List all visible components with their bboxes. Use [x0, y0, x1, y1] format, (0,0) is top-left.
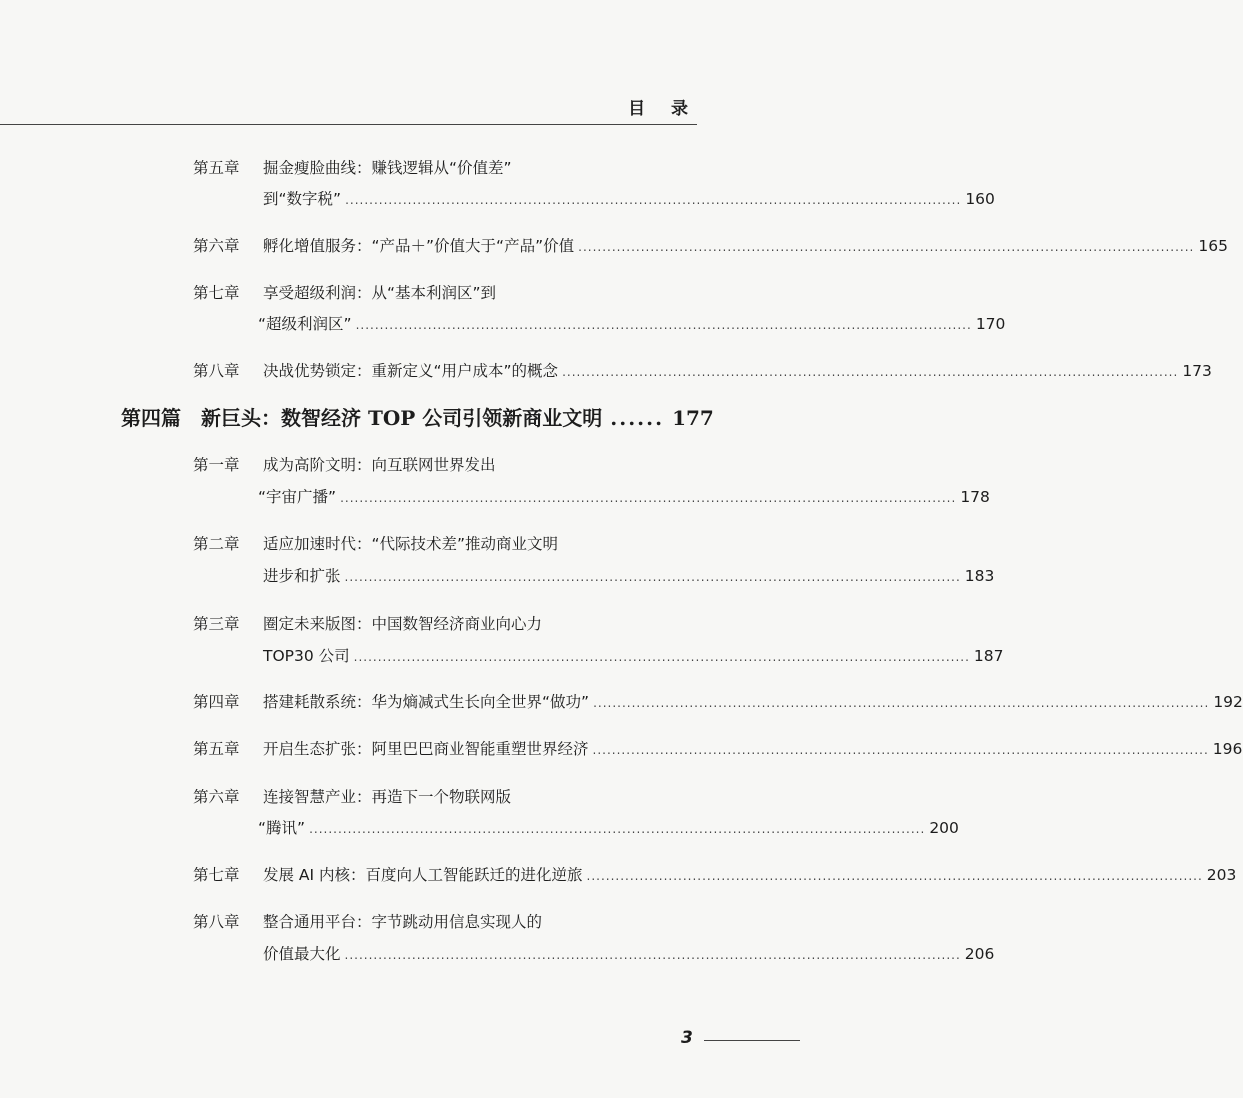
toc-entry-line	[0, 643, 1004, 669]
dot-leader: ................................................................................................................................	[309, 822, 926, 836]
toc-entry-line	[0, 909, 800, 935]
part-leader: ......	[610, 406, 665, 430]
dot-leader: ................................................................................................................................	[592, 743, 1209, 757]
dot-leader: ................................................................................................................................	[340, 491, 957, 505]
page-ref: 165	[1198, 237, 1228, 255]
toc-entry-line	[0, 186, 995, 212]
chapter-label: 第二章	[193, 535, 240, 553]
header-rule	[0, 124, 697, 125]
chapter-title: 发展 AI 内核：百度向人工智能跃迁的进化逆旅	[263, 866, 583, 884]
toc-entry-line	[0, 689, 1243, 715]
chapter-label: 第六章	[193, 237, 240, 255]
page-ref: 187	[973, 647, 1004, 665]
toc-entry-line	[0, 815, 959, 841]
chapter-title-cont: TOP30 公司	[263, 647, 350, 665]
toc-entry-line	[0, 358, 1212, 384]
dot-leader: ................................................................................................................................	[562, 365, 1179, 379]
chapter-label: 第五章	[193, 740, 240, 758]
part-title: 新巨头：数智经济 TOP 公司引领新商业文明	[201, 406, 603, 430]
dot-leader: ................................................................................................................................	[344, 570, 961, 584]
chapter-title: 圈定未来版图：中国数智经济商业向心力	[263, 615, 543, 633]
chapter-label: 第八章	[193, 913, 240, 931]
chapter-label: 第七章	[193, 284, 240, 302]
dot-leader: ................................................................................................................................	[355, 318, 972, 332]
chapter-label: 第一章	[193, 456, 240, 474]
toc-entry-line	[0, 862, 1237, 888]
page-header-title: 目 录	[628, 99, 698, 119]
toc-entry-line	[0, 280, 800, 306]
chapter-title: 连接智慧产业：再造下一个物联网版	[263, 788, 512, 806]
toc-entry-line	[0, 233, 1228, 259]
chapter-label: 第三章	[193, 615, 240, 633]
chapter-title: 整合通用平台：字节跳动用信息实现人的	[263, 913, 543, 931]
toc-entry-line	[0, 452, 800, 478]
chapter-title-cont: “宇宙广播”	[258, 488, 337, 506]
page-number: 3	[681, 1028, 693, 1048]
toc-entry-line	[0, 484, 990, 510]
page-ref: 200	[929, 819, 959, 837]
toc-entry-line	[0, 611, 800, 637]
chapter-title: 成为高阶文明：向互联网世界发出	[263, 456, 496, 474]
dot-leader: ................................................................................................................................	[586, 869, 1203, 883]
page-ref: 170	[975, 315, 1006, 333]
part-page-ref: 177	[672, 406, 714, 430]
dot-leader: ................................................................................................................................	[578, 240, 1195, 254]
chapter-label: 第八章	[193, 362, 240, 380]
chapter-label: 第七章	[193, 866, 240, 884]
chapter-title: 适应加速时代：“代际技术差”推动商业文明	[263, 535, 559, 553]
chapter-label: 第五章	[193, 159, 240, 177]
chapter-title: 享受超级利润：从“基本利润区”到	[263, 284, 497, 302]
dot-leader: ................................................................................................................................	[345, 193, 962, 207]
part-heading	[0, 401, 800, 435]
page-ref: 178	[960, 488, 990, 506]
toc-entry-line	[0, 155, 800, 181]
chapter-title: 掘金瘦脸曲线：赚钱逻辑从“价值差”	[263, 159, 512, 177]
chapter-title-cont: “腾讯”	[258, 819, 306, 837]
page-ref: 183	[964, 567, 995, 585]
page-ref: 203	[1206, 866, 1237, 884]
page-ref: 173	[1182, 362, 1212, 380]
chapter-title: 开启生态扩张：阿里巴巴商业智能重塑世界经济	[263, 740, 589, 758]
page-ref: 196	[1212, 740, 1243, 758]
toc-entry-line	[0, 531, 800, 557]
toc-entry-line	[0, 563, 995, 589]
chapter-title: 孵化增值服务：“产品＋”价值大于“产品”价值	[263, 237, 575, 255]
toc-entry-line	[0, 311, 1006, 337]
chapter-title-cont: 价值最大化	[263, 945, 341, 963]
chapter-title: 搭建耗散系统：华为熵减式生长向全世界“做功”	[263, 693, 590, 711]
dot-leader: ................................................................................................................................	[593, 696, 1210, 710]
page-ref: 160	[965, 190, 995, 208]
chapter-title: 决战优势锁定：重新定义“用户成本”的概念	[263, 362, 559, 380]
chapter-title-cont: 到“数字税”	[263, 190, 342, 208]
toc-entry-line	[0, 736, 1243, 762]
dot-leader: ................................................................................................................................	[353, 650, 970, 664]
chapter-label: 第四章	[193, 693, 240, 711]
chapter-title-cont: 进步和扩张	[263, 567, 341, 585]
toc-entry-line	[0, 784, 800, 810]
toc-entry-line	[0, 941, 995, 967]
page-ref: 192	[1213, 693, 1243, 711]
part-label: 第四篇	[121, 406, 181, 430]
chapter-title-cont: “超级利润区”	[258, 315, 352, 333]
footer-rule	[704, 1040, 800, 1041]
chapter-label: 第六章	[193, 788, 240, 806]
dot-leader: ................................................................................................................................	[344, 948, 961, 962]
page-ref: 206	[964, 945, 995, 963]
